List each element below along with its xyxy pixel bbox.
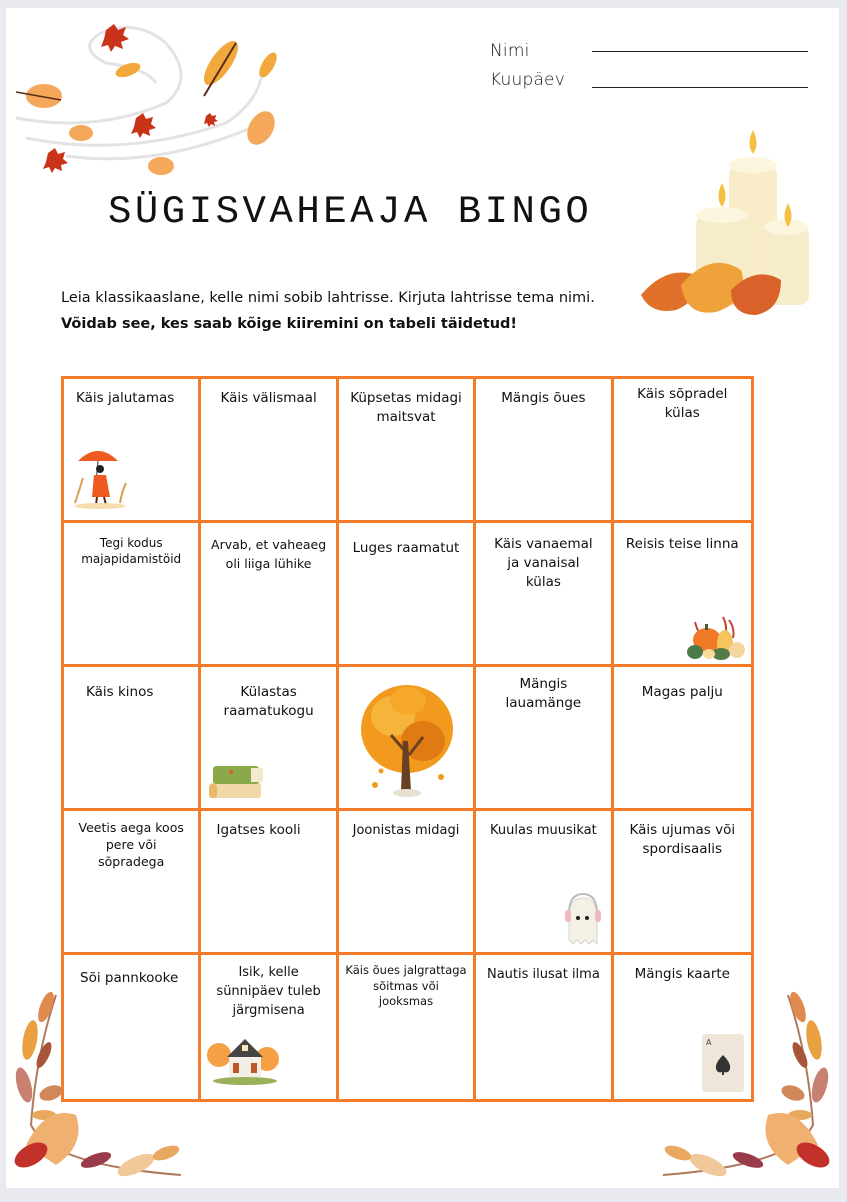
bingo-cell-r1-c5[interactable]	[614, 379, 751, 523]
cell-label: Kuulas muusikat	[490, 823, 597, 838]
bingo-cell-r4-c1[interactable]	[64, 811, 201, 955]
leaf-branch-right-icon	[658, 985, 838, 1190]
instructions-line-2: Võidab see, kes saab kõige kiiremini on tabeli täidetud!	[61, 316, 518, 332]
cell-label: Käis jalutamas	[76, 390, 175, 406]
bingo-cell-r3-c1[interactable]	[64, 667, 201, 811]
cell-label: Käis ujumas või spordisaalis	[629, 822, 736, 857]
bingo-cell-r1-c2[interactable]	[201, 379, 338, 523]
cell-label: Käis sõpradel külas	[637, 386, 728, 421]
bingo-cell-r1-c4[interactable]	[476, 379, 613, 523]
bingo-cell-r1-c3[interactable]	[339, 379, 476, 523]
bingo-cell-r1-c1[interactable]	[64, 379, 201, 523]
cell-label: Arvab, et vaheaeg oli liiga lühike	[211, 537, 327, 571]
autumn-tree-icon	[353, 681, 461, 801]
books-icon	[205, 762, 267, 802]
cell-label: Käis õues jalgrattaga sõitmas või jooksmas	[345, 963, 467, 1008]
ghost-headphones-icon	[563, 892, 603, 948]
cell-label: Käis välismaal	[220, 390, 317, 406]
cell-label: Luges raamatut	[352, 540, 460, 556]
bingo-cell-r2-c2[interactable]	[201, 523, 338, 667]
date-label: Kuupäev	[490, 70, 565, 90]
svg-text:A: A	[705, 1038, 712, 1047]
umbrella-walker-icon	[70, 443, 130, 509]
bingo-cell-r5-c2[interactable]	[201, 955, 338, 1099]
autumn-house-icon	[207, 1035, 283, 1085]
bingo-cell-r3-c2[interactable]	[201, 667, 338, 811]
bingo-cell-r4-c5[interactable]	[614, 811, 751, 955]
cell-label: Külastas raamatukogu	[223, 684, 314, 719]
cell-label: Mängis õues	[501, 390, 586, 406]
bingo-cell-r4-c4[interactable]	[476, 811, 613, 955]
cell-label: Küpsetas midagi maitsvat	[350, 390, 462, 425]
candles-icon	[636, 125, 816, 335]
cell-label: Isik, kelle sünnipäev tuleb järgmisena	[216, 965, 321, 1018]
bingo-cell-r5-c4[interactable]	[476, 955, 613, 1099]
cell-label: Sõi pannkooke	[80, 970, 179, 986]
cell-label: Magas palju	[641, 684, 723, 700]
bingo-cell-r2-c4[interactable]	[476, 523, 613, 667]
cell-label: Nautis ilusat ilma	[486, 967, 600, 982]
date-input-line[interactable]	[592, 87, 808, 88]
cell-label: Veetis aega koos pere või sõpradega	[78, 820, 184, 869]
bingo-cell-r5-c3[interactable]	[339, 955, 476, 1099]
bingo-cell-r3-c4[interactable]	[476, 667, 613, 811]
bingo-cell-r2-c5[interactable]	[614, 523, 751, 667]
leaf-branch-left-icon	[6, 985, 186, 1190]
cell-label: Igatses kooli	[216, 822, 301, 838]
pumpkins-icon	[683, 612, 747, 660]
page-title: SÜGISVAHEAJA BINGO	[108, 190, 593, 234]
bingo-cell-r4-c2[interactable]	[201, 811, 338, 955]
cell-label: Tegi kodus majapidamistöid	[81, 536, 182, 566]
instructions-line-1: Leia klassikaaslane, kelle nimi sobib lahtrisse. Kirjuta lahtrisse tema nimi.	[61, 290, 595, 306]
name-label: Nimi	[490, 41, 530, 61]
bingo-cell-r3-c5[interactable]	[614, 667, 751, 811]
bingo-cell-r2-c1[interactable]	[64, 523, 201, 667]
cell-label: Mängis lauamänge	[505, 676, 582, 711]
bingo-cell-r2-c3[interactable]	[339, 523, 476, 667]
name-input-line[interactable]	[592, 51, 808, 52]
cell-label: Mängis kaarte	[634, 966, 730, 982]
bingo-cell-r3-c3[interactable]	[339, 667, 476, 811]
falling-leaves-icon	[6, 8, 286, 183]
cell-label: Käis vanaemal ja vanaisal külas	[494, 536, 593, 590]
cell-label: Käis kinos	[86, 684, 154, 700]
cell-label: Reisis teise linna	[625, 536, 739, 552]
bingo-cell-r4-c3[interactable]	[339, 811, 476, 955]
cell-label: Joonistas midagi	[352, 823, 460, 838]
